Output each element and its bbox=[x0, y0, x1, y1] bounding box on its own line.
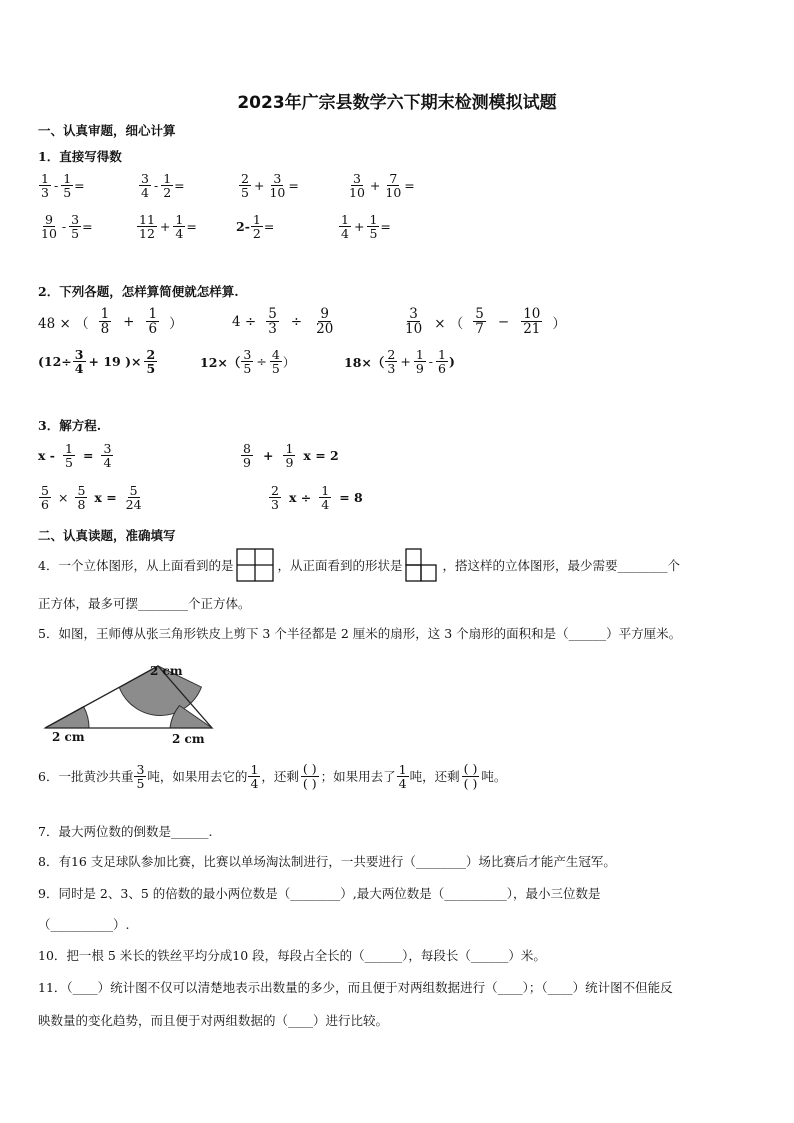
q2-expr-1: 48 × （ $\frac{1}{8}$ + $\frac{1}{6}$ ） bbox=[38, 306, 183, 338]
q1-expr-3: $\frac{2}{5}$ + $\frac{3}{10}$ = bbox=[241, 171, 299, 201]
q2-expr-2: 4 ÷ $\frac{5}{3}$ ÷ $\frac{9}{20}$ bbox=[232, 306, 334, 338]
front-view-figure bbox=[405, 548, 439, 582]
q9-text-line-1: 9．同时是 2、3、5 的倍数的最小两位数是（________）,最大两位数是（__________），最小三位数是 bbox=[38, 886, 601, 901]
q7-text: 7．最大两位数的倒数是______. bbox=[38, 824, 213, 839]
answer-blank-fraction-2[interactable]: ( ) ( ) bbox=[463, 761, 478, 791]
q11-text-line-1: 11．（____）统计图不仅可以清楚地表示出数量的多少，而且便于对两组数据进行（____）；（____）统计图不但能反 bbox=[38, 980, 673, 995]
q1-expr-2: $\frac{3}{4}$ - $\frac{1}{2}$ = bbox=[141, 171, 185, 201]
top-view-figure bbox=[236, 548, 274, 582]
q3-equation-1: x - $\frac{1}{5}$ = $\frac{3}{4}$ bbox=[38, 441, 112, 471]
q9-text-line-2: （__________）. bbox=[38, 917, 130, 932]
q1-expr-7: 2- $\frac{1}{2}$ = bbox=[236, 212, 275, 242]
q3-label: 3．解方程. bbox=[38, 418, 102, 433]
q2-expr-3: $\frac{3}{10}$ × （ $\frac{5}{7}$ − $\frac{10}{21}$ ） bbox=[405, 306, 566, 338]
q11-text-line-2: 映数量的变化趋势，而且便于对两组数据的（____）进行比较。 bbox=[38, 1013, 389, 1028]
q10-text: 10．把一根 5 米长的铁丝平均分成10 段，每段占全长的（______），每段长（______）米。 bbox=[38, 948, 546, 963]
q1-label: 1．直接写得数 bbox=[38, 149, 122, 164]
q1-expr-1: $\frac{1}{3}$ - $\frac{1}{5}$ = bbox=[41, 171, 85, 201]
q1-expr-5: $\frac{9}{10}$ - $\frac{3}{5}$ = bbox=[41, 212, 93, 242]
q3-equation-2: $\frac{8}{9}$ + $\frac{1}{9}$ x = 2 bbox=[243, 441, 339, 471]
q5-text: 5．如图，王师傅从张三角形铁皮上剪下 3 个半径都是 2 厘米的扇形，这 3 个扇形的面积和是（______）平方厘米。 bbox=[38, 626, 682, 641]
q4-line-2: 正方体，最多可摆________个正方体。 bbox=[38, 596, 251, 611]
q1-expr-4: $\frac{3}{10}$ + $\frac{7}{10}$ = bbox=[349, 171, 415, 201]
triangle-figure bbox=[40, 660, 230, 750]
q2-expr-5: 12×（ $\frac{3}{5}$ ÷ $\frac{4}{5}$ ） bbox=[200, 347, 296, 377]
q3-equation-3: $\frac{5}{6}$ × $\frac{5}{8}$ x = $\frac{5}{24}$ bbox=[41, 483, 142, 513]
q2-expr-6: 18×（ $\frac{2}{3}$ + $\frac{1}{9}$ - $\frac{1}{6}$ ) bbox=[344, 347, 455, 377]
q1-expr-6: $\frac{11}{12}$ + $\frac{1}{4}$ = bbox=[139, 212, 197, 242]
q2-expr-4: (12÷ $\frac{3}{4}$ + 19 )× $\frac{2}{5}$ bbox=[38, 347, 156, 377]
answer-blank-fraction-1[interactable]: ( ) ( ) bbox=[302, 761, 317, 791]
section-2-heading: 二、认真读题，准确填写 bbox=[38, 528, 176, 543]
label-left-radius: 2 cm bbox=[52, 730, 85, 744]
q2-label: 2．下列各题，怎样算简便就怎样算. bbox=[38, 284, 239, 299]
q6-text: 6．一批黄沙共重 $\frac{3}{5}$ 吨，如果用去它的 $\frac{1}{4}$ ，还剩 ( ) ( ) ；如果用去了 $\frac{1}{4}$ 吨，还剩 ( ) ( ) 吨。 bbox=[38, 761, 507, 791]
label-top-radius: 2 cm bbox=[150, 664, 183, 678]
q1-expr-8: $\frac{1}{4}$ + $\frac{1}{5}$ = bbox=[341, 212, 391, 242]
label-right-radius: 2 cm bbox=[172, 732, 205, 746]
q4-line-1: 4．一个立体图形，从上面看到的是 ，从正面看到的形状是 ，搭这样的立体图形，最少需要________个 bbox=[38, 547, 680, 583]
q3-equation-4: $\frac{2}{3}$ x ÷ $\frac{1}{4}$ = 8 bbox=[271, 483, 363, 513]
q8-text: 8．有16 支足球队参加比赛，比赛以单场淘汰制进行，一共要进行（________）场比赛后才能产生冠军。 bbox=[38, 854, 616, 869]
page-title: 2023年广宗县数学六下期末检测模拟试题 bbox=[237, 93, 557, 113]
section-1-heading: 一、认真审题，细心计算 bbox=[38, 123, 176, 138]
